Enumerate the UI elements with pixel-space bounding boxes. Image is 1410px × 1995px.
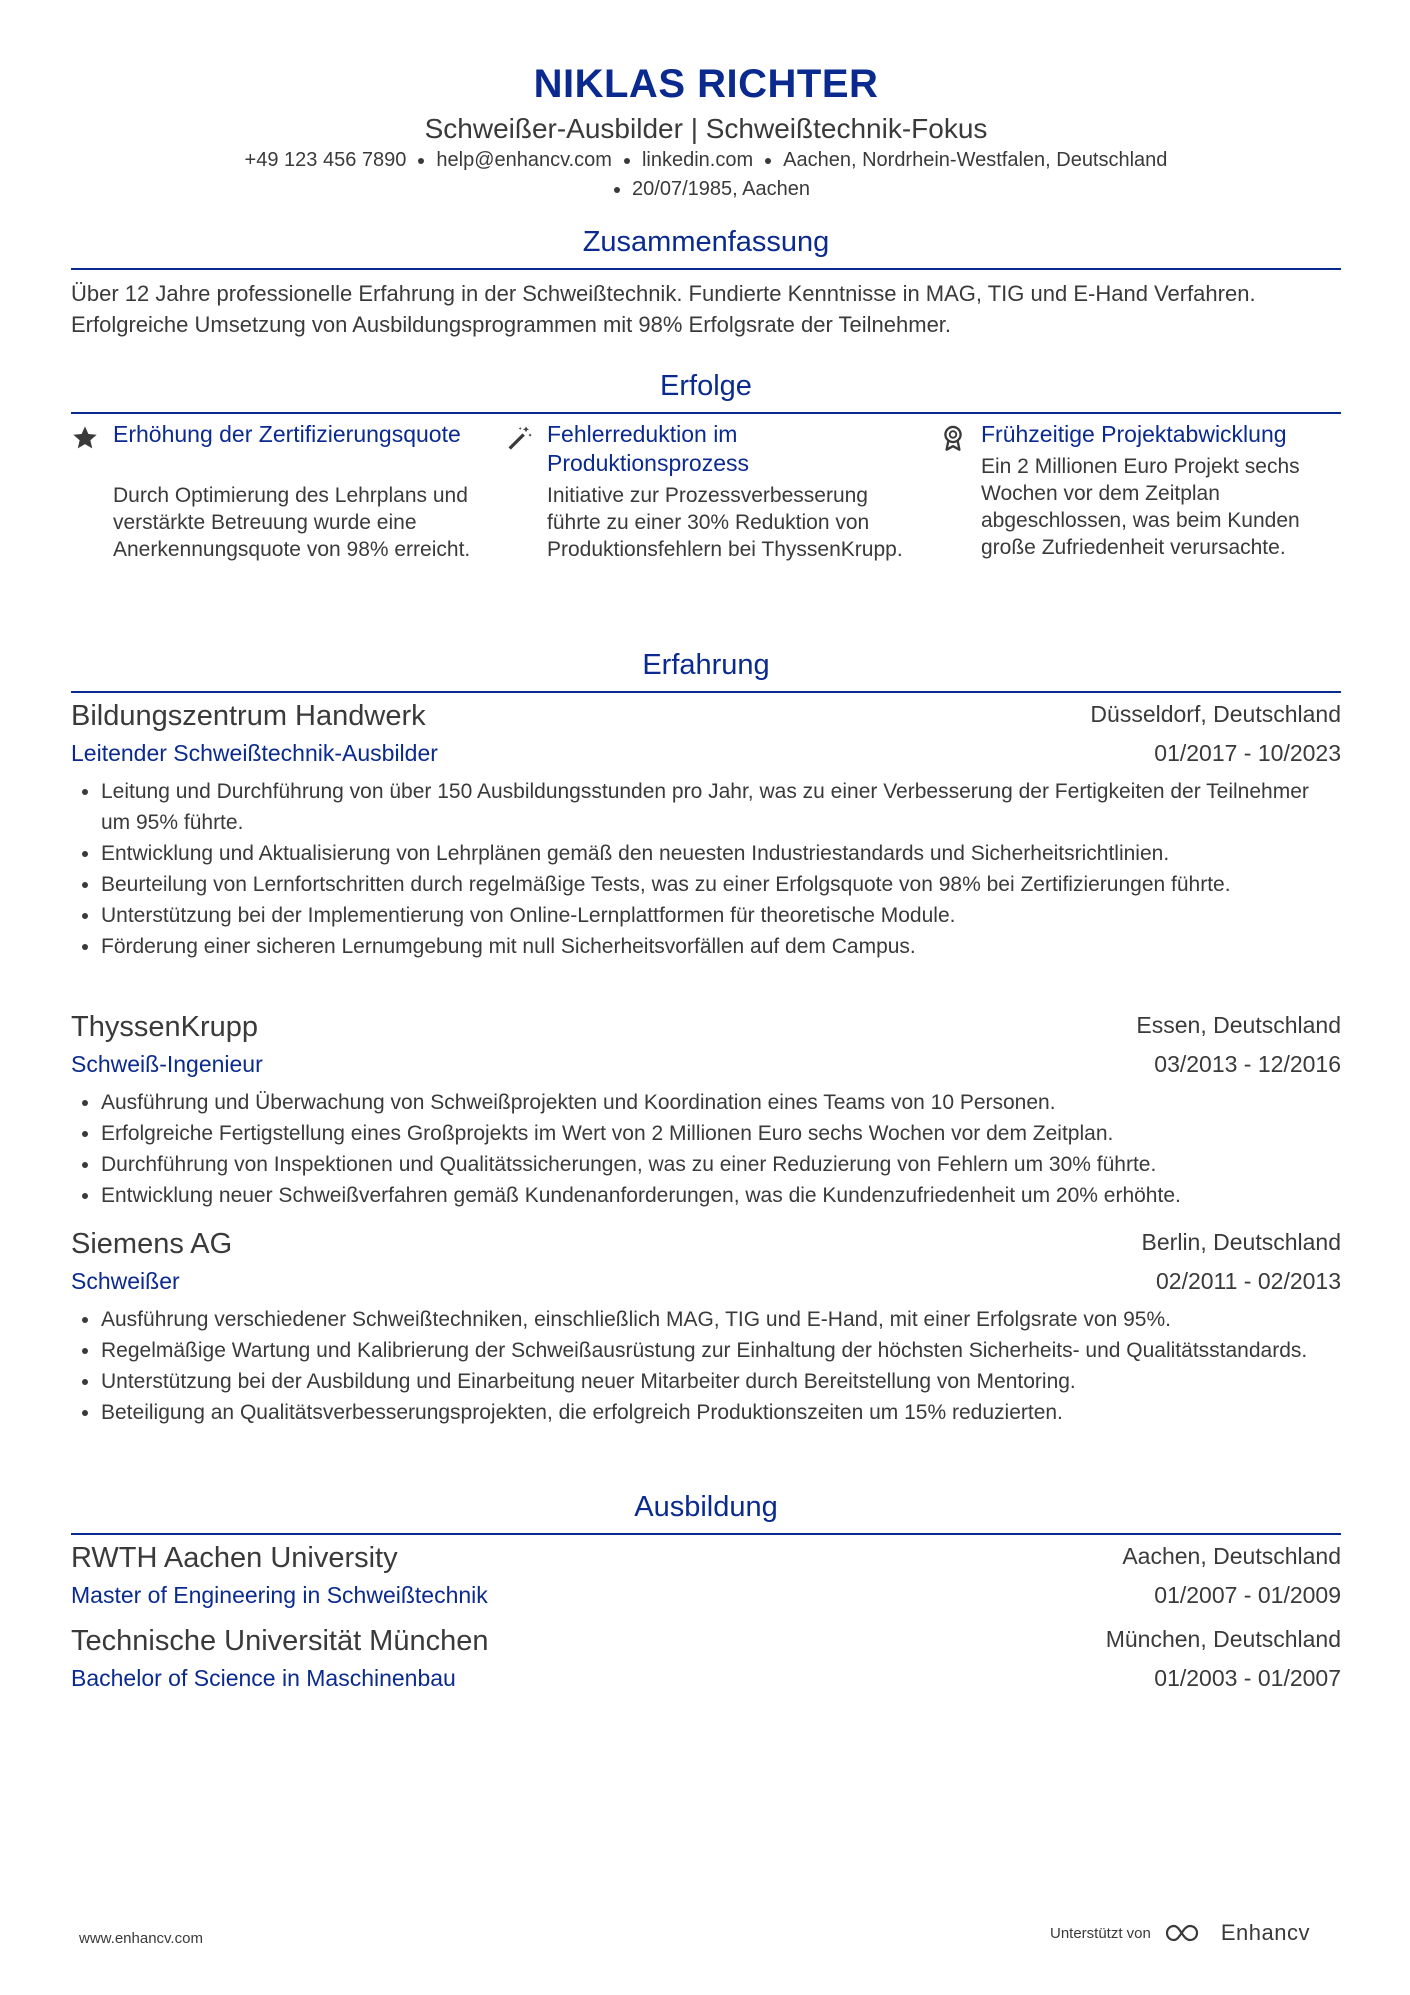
footer-powered-by — [1050, 1920, 1310, 1946]
achievement-desc: Durch Optimierung des Lehrplans und verstärkte Betreuung wurde eine Anerkennungsquote von 98% erreicht. — [113, 484, 471, 561]
section-rule — [71, 412, 1341, 414]
section-title-achievements: Erfolge — [660, 370, 752, 402]
job-location: Düsseldorf, Deutschland — [1090, 701, 1341, 727]
list-item: Ausführung verschiedener Schweißtechniken, einschließlich MAG, TIG und E-Hand, mit einer Erfolgsrate von 95%. — [71, 1304, 1341, 1335]
job-role: Schweiß-Ingenieur — [71, 1051, 263, 1077]
school-location: München, Deutschland — [1105, 1626, 1341, 1652]
list-item: Beteiligung an Qualitätsverbesserungsprojekten, die erfolgreich Produktionszeiten um 15% reduzierten. — [71, 1397, 1341, 1428]
separator-dot — [418, 158, 424, 164]
school-name: Technische Universität München — [71, 1625, 489, 1657]
summary-text: Über 12 Jahre professionelle Erfahrung in der Schweißtechnik. Fundierte Kenntnisse in MAG, TIG und E-Hand Verfahren. Erfolgreiche Umsetzung von Ausbildungsprogrammen mit 98% Erfolgsrate der Teilnehmer. — [71, 281, 1256, 337]
education-dates: 01/2007 - 01/2009 — [1154, 1582, 1341, 1608]
job-dates: 01/2017 - 10/2023 — [1154, 740, 1341, 766]
birth-info: 20/07/1985, Aachen — [632, 178, 810, 200]
powered-by-label: Unterstützt von — [1049, 1924, 1151, 1942]
section-rule — [71, 268, 1341, 270]
section-rule — [71, 1533, 1341, 1535]
education-dates: 01/2003 - 01/2007 — [1154, 1665, 1341, 1691]
section-rule — [71, 691, 1341, 693]
enhancv-logo-icon — [1163, 1921, 1209, 1945]
list-item: Unterstützung bei der Ausbildung und Einarbeitung neuer Mitarbeiter durch Bereitstellung von Mentoring. — [71, 1366, 1341, 1397]
achievement-title: Fehlerreduktion im Produktionsprozess — [547, 421, 749, 476]
list-item: Ausführung und Überwachung von Schweißprojekten und Koordination eines Teams von 10 Personen. — [71, 1087, 1341, 1118]
list-item: Regelmäßige Wartung und Kalibrierung der Schweißausrüstung zur Einhaltung der höchsten Sicherheits- und Qualitätsstandards. — [71, 1335, 1341, 1366]
section-title-summary: Zusammenfassung — [582, 226, 830, 258]
job-company: Bildungszentrum Handwerk — [71, 700, 426, 732]
job-dates: 02/2011 - 02/2013 — [1155, 1268, 1341, 1294]
magic-wand-icon — [505, 424, 533, 452]
job-role: Leitender Schweißtechnik-Ausbilder — [71, 740, 438, 766]
school-location: Aachen, Deutschland — [1122, 1543, 1341, 1569]
candidate-name: NIKLAS RICHTER — [533, 62, 879, 106]
job-location: Berlin, Deutschland — [1141, 1229, 1341, 1255]
list-item: Entwicklung und Aktualisierung von Lehrplänen gemäß den neuesten Industriestandards und Sicherheitsrichtlinien. — [71, 838, 1341, 869]
contact-line — [71, 149, 1341, 172]
footer-website[interactable]: www.enhancv.com — [79, 1930, 203, 1947]
achievement-title: Erhöhung der Zertifizierungsquote — [113, 421, 461, 447]
brand-name: Enhancv — [1220, 1920, 1310, 1945]
list-item: Erfolgreiche Fertigstellung eines Großprojekts im Wert von 2 Millionen Euro sechs Wochen vor dem Zeitplan. — [71, 1118, 1341, 1149]
section-title-education: Ausbildung — [634, 1491, 778, 1523]
job-company: ThyssenKrupp — [71, 1011, 258, 1043]
list-item: Unterstützung bei der Implementierung von Online-Lernplattformen für theoretische Module. — [71, 900, 1341, 931]
section-title-experience: Erfahrung — [642, 649, 770, 681]
achievement-desc: Ein 2 Millionen Euro Projekt sechs Wochen vor dem Zeitplan abgeschlossen, was beim Kunden große Zufriedenheit verursachte. — [981, 455, 1300, 559]
achievement-desc: Initiative zur Prozessverbesserung führte zu einer 30% Reduktion von Produktionsfehlern bei ThyssenKrupp. — [547, 484, 903, 561]
job-role: Schweißer — [71, 1268, 180, 1294]
list-item: Beurteilung von Lernfortschritten durch regelmäßige Tests, was zu einer Erfolgsquote von 98% bei Zertifizierungen führte. — [71, 869, 1341, 900]
separator-dot — [624, 158, 630, 164]
email[interactable]: help@enhancv.com — [436, 149, 612, 171]
school-name: RWTH Aachen University — [71, 1542, 398, 1574]
job-bullets — [71, 1304, 1341, 1428]
candidate-subtitle: Schweißer-Ausbilder | Schweißtechnik-Fokus — [424, 113, 988, 144]
separator-dot — [614, 187, 620, 193]
list-item: Durchführung von Inspektionen und Qualitätssicherungen, was zu einer Reduzierung von Fehlern um 30% führte. — [71, 1149, 1341, 1180]
location: Aachen, Nordrhein-Westfalen, Deutschland — [783, 149, 1168, 171]
job-bullets — [71, 1087, 1341, 1211]
separator-dot — [765, 158, 771, 164]
job-location: Essen, Deutschland — [1136, 1012, 1341, 1038]
phone: +49 123 456 7890 — [244, 149, 407, 171]
award-icon — [939, 424, 967, 452]
list-item: Leitung und Durchführung von über 150 Ausbildungsstunden pro Jahr, was zu einer Verbesserung der Fertigkeiten der Teilnehmer um 95% führte. — [71, 776, 1341, 838]
achievement-title: Frühzeitige Projektabwicklung — [981, 421, 1287, 447]
star-icon — [71, 424, 99, 452]
website[interactable]: linkedin.com — [641, 149, 754, 171]
job-bullets — [71, 776, 1341, 962]
job-company: Siemens AG — [71, 1228, 233, 1260]
degree: Bachelor of Science in Maschinenbau — [71, 1665, 456, 1691]
list-item: Förderung einer sicheren Lernumgebung mit null Sicherheitsvorfällen auf dem Campus. — [71, 931, 1341, 962]
list-item: Entwicklung neuer Schweißverfahren gemäß Kundenanforderungen, was die Kundenzufriedenheit um 20% erhöhte. — [71, 1180, 1341, 1211]
job-dates: 03/2013 - 12/2016 — [1154, 1051, 1341, 1077]
contact-line-2 — [71, 178, 1341, 201]
degree: Master of Engineering in Schweißtechnik — [71, 1582, 488, 1608]
